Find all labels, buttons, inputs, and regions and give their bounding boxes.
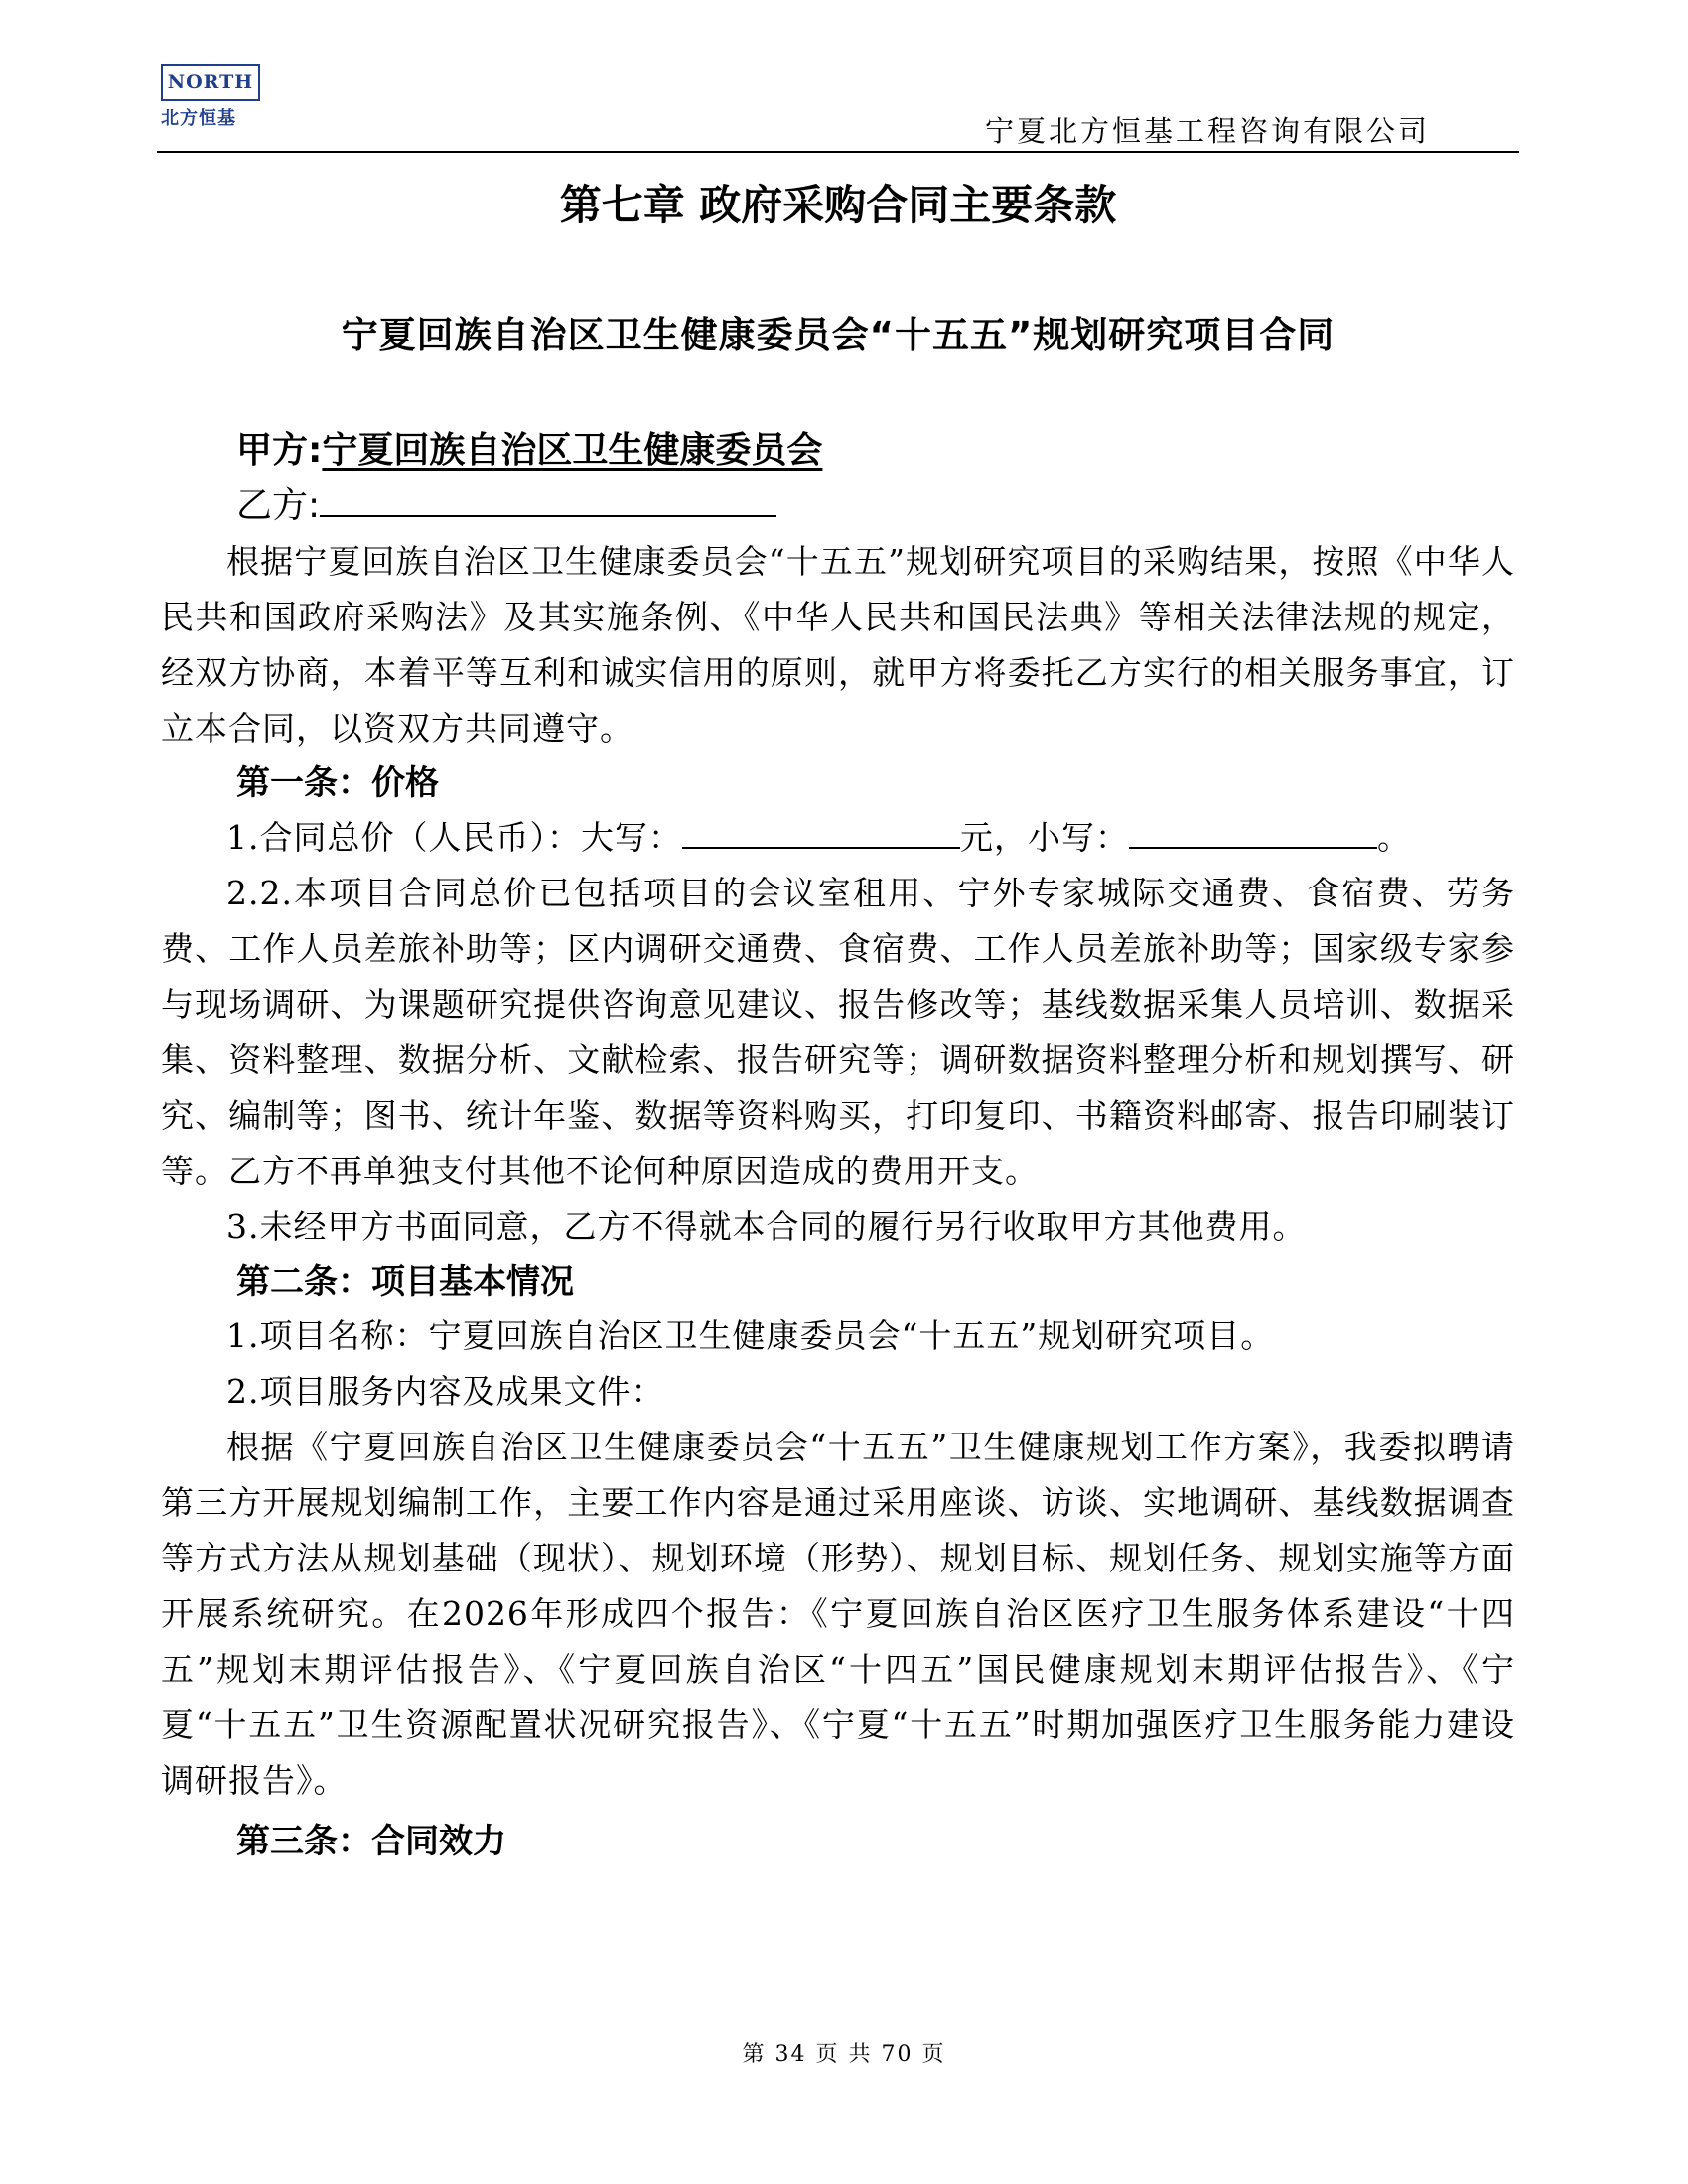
price-capital-blank <box>682 846 960 849</box>
document-body <box>161 159 1515 1868</box>
article-2-body: 根据《宁夏回族自治区卫生健康委员会“十五五”卫生健康规划工作方案》，我委拟聘请第三方开展规划编制工作，主要工作内容是通过采用座谈、访谈、实地调研、基线数据调查等方式方法从规划基础（现状）、规划环境（形势）、规划目标、规划任务、规划实施等方面开展系统研究。在2026年形成四个报告：《宁夏回族自治区医疗卫生服务体系建设“十四五”规划末期评估报告》、《宁夏回族自治区“十四五”国民健康规划末期评估报告》、《宁夏“十五五”卫生资源配置状况研究报告》、《宁夏“十五五”时期加强医疗卫生服务能力建设调研报告》。 <box>161 1428 1515 1800</box>
contract-title: 宁夏回族自治区卫生健康委员会“十五五”规划研究项目合同 <box>341 314 1336 356</box>
article-3-heading: 第三条：合同效力 <box>236 1822 506 1861</box>
logo-chinese-name: 北方恒基 <box>161 108 236 129</box>
company-logo <box>161 64 260 130</box>
party-b-label: 乙方: <box>236 485 321 526</box>
party-a-line <box>161 423 1515 478</box>
price-end: 。 <box>1377 818 1411 857</box>
article-1-item-3: 3.未经甲方书面同意，乙方不得就本合同的履行另行收取甲方其他费用。 <box>226 1207 1307 1246</box>
logo-wordmark: NORTH <box>161 64 260 101</box>
party-b-line <box>161 478 1515 534</box>
article-1-item-2: 2.2.本项目合同总价已包括项目的会议室租用、宁外专家城际交通费、食宿费、劳务费、工作人员差旅补助等；区内调研交通费、食宿费、工作人员差旅补助等；国家级专家参与现场调研、为课题研究提供咨询意见建议、报告修改等；基线数据采集人员培训、数据采集、资料整理、数据分析、文献检索、报告研究等；调研数据资料整理分析和规划撰写、研究、编制等；图书、统计年鉴、数据等资料购买，打印复印、书籍资料邮寄、报告印刷装订等。乙方不再单独支付其他不论何种原因造成的费用开支。 <box>161 874 1515 1190</box>
price-numeric-blank <box>1129 846 1377 849</box>
article-2-heading: 第二条：项目基本情况 <box>236 1262 574 1301</box>
chapter-title: 第七章 政府采购合同主要条款 <box>559 181 1117 229</box>
preamble-paragraph: 根据宁夏回族自治区卫生健康委员会“十五五”规划研究项目的采购结果，按照《中华人民共和国政府采购法》及其实施条例、《中华人民共和国民法典》等相关法律法规的规定，经双方协商，本着平等互利和诚实信用的原则，就甲方将委托乙方实行的相关服务事宜，订立本合同，以资双方共同遵守。 <box>161 542 1515 748</box>
article-1-heading: 第一条：价格 <box>236 763 439 803</box>
party-a-name: 宁夏回族自治区卫生健康委员会 <box>322 430 823 471</box>
header-company-name: 宁夏北方恒基工程咨询有限公司 <box>984 114 1430 148</box>
party-a-label: 甲方: <box>236 430 323 471</box>
party-b-blank <box>320 514 776 517</box>
price-mid: 元，小写： <box>960 818 1129 857</box>
article-2-item-1: 1.项目名称：宁夏回族自治区卫生健康委员会“十五五”规划研究项目。 <box>226 1316 1275 1355</box>
price-prefix: 1.合同总价（人民币）：大写： <box>226 818 682 857</box>
article-2-item-2: 2.项目服务内容及成果文件： <box>226 1372 665 1411</box>
price-line <box>161 810 1515 866</box>
page-number-footer: 第 34 页 共 70 页 <box>742 2042 946 2067</box>
header-divider <box>157 151 1519 153</box>
